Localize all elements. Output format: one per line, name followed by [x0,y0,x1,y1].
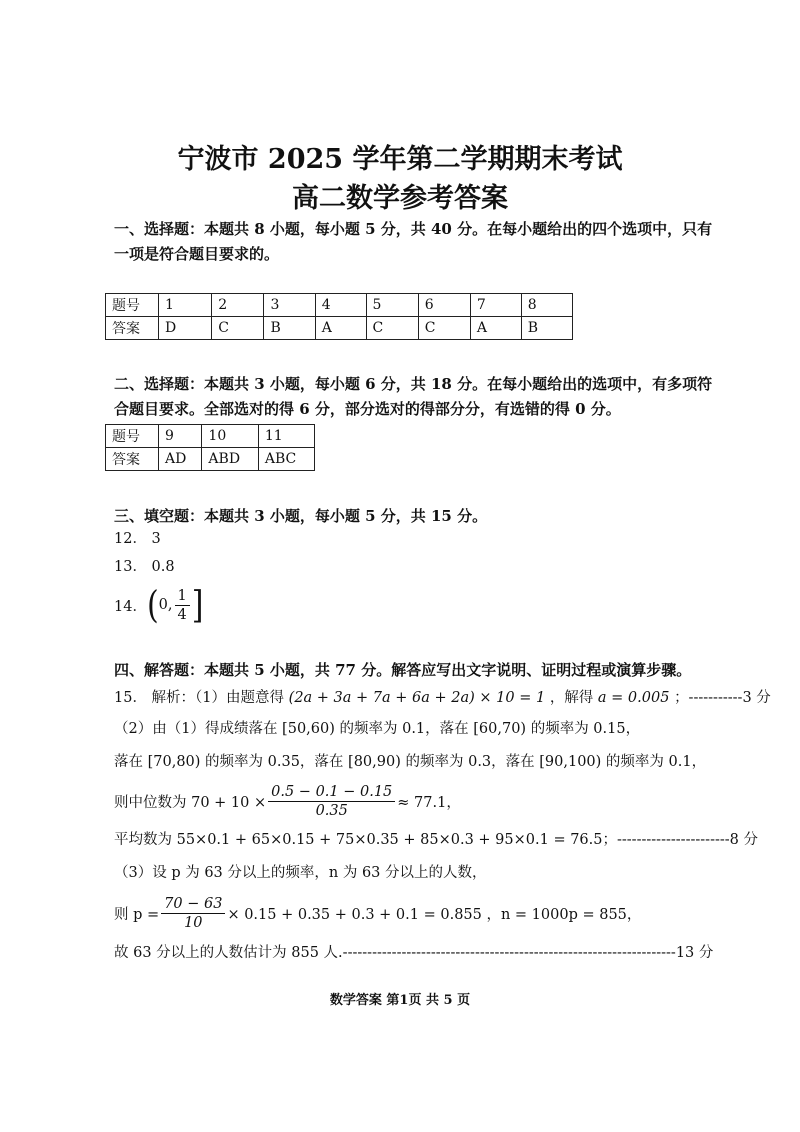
solution-15-line2: （2）由（1）得成绩落在 [50,60) 的频率为 0.1，落在 [60,70) 的频率为 0.15， [114,721,641,737]
section1-answer-table [105,293,573,340]
table-cell: 2 [212,294,264,317]
table-cell: C [418,317,470,340]
solution-15-line7 [114,890,641,936]
table-cell: A [470,317,521,340]
table-cell: A [315,317,366,340]
solution-15-line5: 平均数为 55×0.1 + 65×0.15 + 75×0.35 + 85×0.3 + 95×0.1 = 76.5；-----------------------8 分 [114,832,759,848]
table-cell: B [521,317,572,340]
table-cell: ABC [258,448,314,471]
text: ≈ 77.1， [397,794,461,811]
table-cell: C [366,317,418,340]
text: ，解得 [549,690,594,706]
equation: a = 0.005 [597,690,670,706]
answer-12: 12． 3 [114,531,161,547]
page-title: 宁波市 2025 学年第二学期期末考试 [177,144,623,175]
section1-heading-line2: 一项是符合题目要求的。 [114,245,280,263]
section2-heading-line1: 二、选择题：本题共 3 小题，每小题 6 分，共 18 分。在每小题给出的选项中，有多项符 [114,375,713,393]
table-cell: B [264,317,315,340]
close-bracket: ] [191,583,204,627]
page-subtitle: 高二数学参考答案 [292,183,508,214]
answer-14 [114,585,203,625]
solution-15-line6: （3）设 p 为 63 分以上的频率，n 为 63 分以上的人数， [114,865,487,881]
table-row [106,425,315,448]
fraction-numerator: 70 − 63 [161,895,225,914]
section1-heading-line1: 一、选择题：本题共 8 小题，每小题 5 分，共 40 分。在每小题给出的四个选项中，只有 [114,220,713,238]
table-cell: 题号 [106,294,159,317]
probability-fraction [161,895,225,932]
text: 15． 解析：（1）由题意得 [114,690,285,706]
table-cell: 1 [159,294,212,317]
table-cell: 答案 [106,448,159,471]
solution-15-line8: 故 63 分以上的人数估计为 855 人.--------------------------------------------------------------------13 分 [114,945,714,961]
open-paren: ( [146,583,159,627]
table-cell: 11 [258,425,314,448]
table-cell: 3 [264,294,315,317]
fraction-numerator: 0.5 − 0.1 − 0.15 [268,783,395,802]
table-cell: 答案 [106,317,159,340]
table-cell: C [212,317,264,340]
section2-answer-table [105,424,315,471]
score-marker: ；-----------3 分 [674,690,771,706]
solution-15-line1 [114,686,771,707]
text: 则 p = [114,906,160,923]
page-footer: 数学答案 第1页 共 5 页 [329,993,471,1008]
text: × 0.15 + 0.35 + 0.3 + 0.1 = 0.855 ，n = 1000p = 855， [227,906,642,923]
solution-15-line3: 落在 [70,80) 的频率为 0.35，落在 [80,90) 的频率为 0.3，落在 [90,100) 的频率为 0.1， [114,754,707,770]
table-cell: AD [159,448,202,471]
equation: (2a + 3a + 7a + 6a + 2a) × 10 = 1 [288,690,546,706]
text: 则中位数为 70 + 10 × [114,794,267,811]
table-cell: 6 [418,294,470,317]
table-cell: 8 [521,294,572,317]
section3-heading: 三、填空题：本题共 3 小题，每小题 5 分，共 15 分。 [114,507,488,525]
table-cell: 4 [315,294,366,317]
solution-15-line4 [114,778,461,824]
fraction-numerator: 1 [175,587,190,606]
answer-13: 13． 0.8 [114,559,175,575]
interval-left: 0, [158,597,173,613]
fraction-one-quarter [175,587,190,624]
fraction-denominator: 10 [184,914,203,931]
answer-14-label: 14． [114,598,147,615]
table-row [106,294,573,317]
table-cell: ABD [202,448,258,471]
section2-heading-line2: 合题目要求。全部选对的得 6 分，部分选对的得部分分，有选错的得 0 分。 [114,400,621,418]
table-cell: 10 [202,425,258,448]
table-row [106,317,573,340]
fraction-denominator: 0.35 [315,802,348,819]
section4-heading: 四、解答题：本题共 5 小题，共 77 分。解答应写出文字说明、证明过程或演算步骤。 [114,661,692,679]
fraction-denominator: 4 [177,606,187,623]
table-cell: 题号 [106,425,159,448]
table-row [106,448,315,471]
table-cell: 7 [470,294,521,317]
median-fraction [268,783,395,820]
table-cell: 5 [366,294,418,317]
table-cell: D [159,317,212,340]
table-cell: 9 [159,425,202,448]
